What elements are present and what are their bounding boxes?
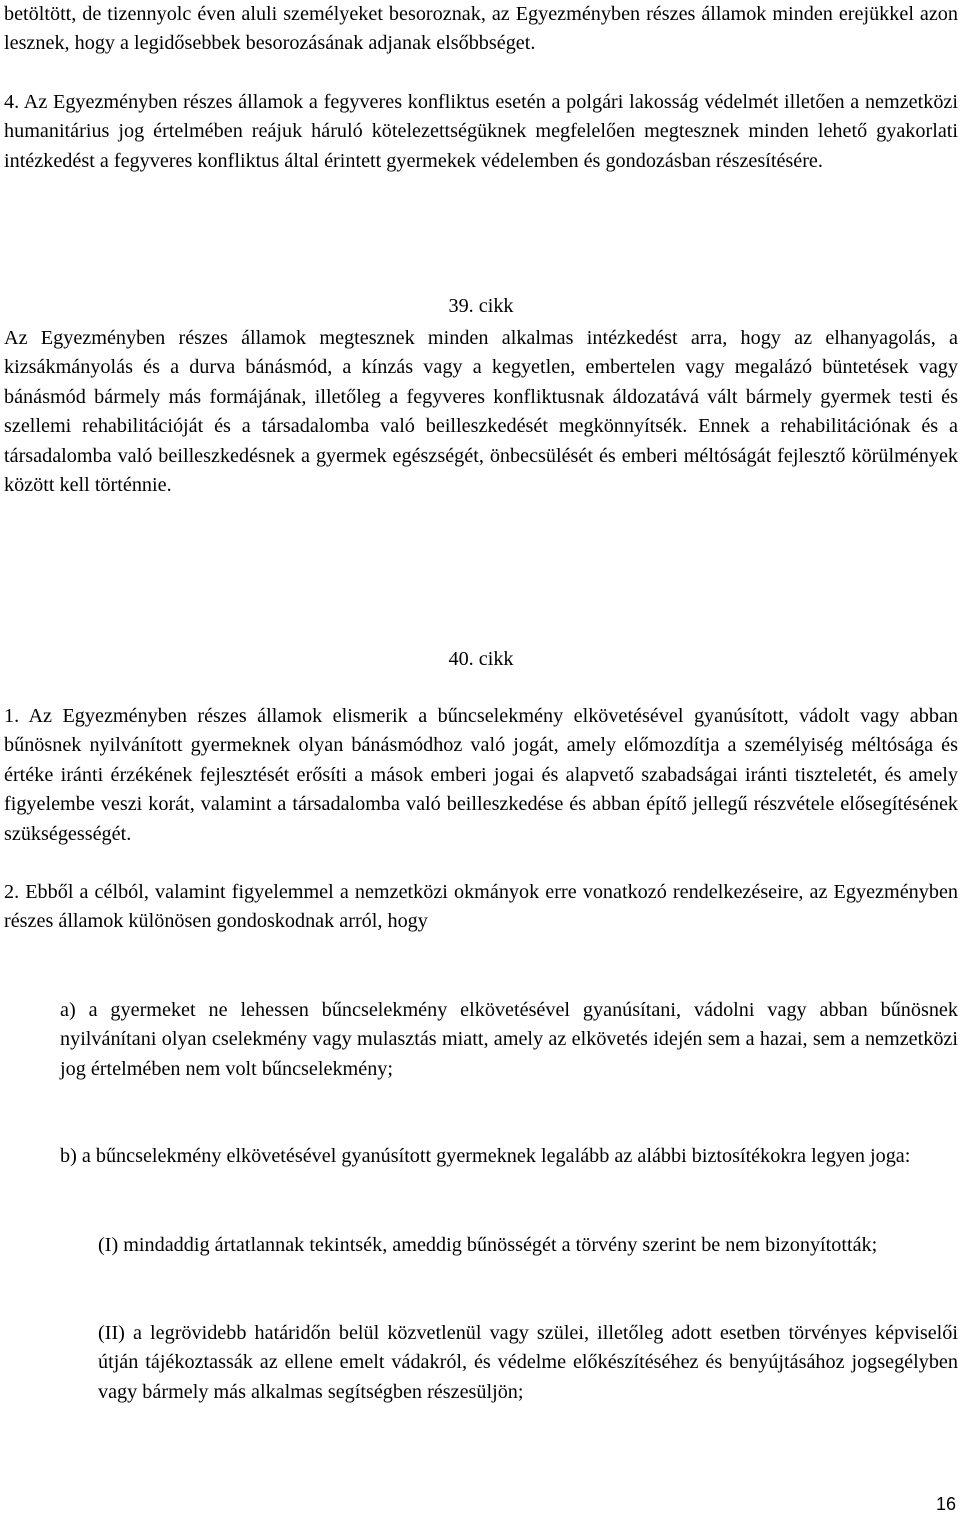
article-38-item-4: 4. Az Egyezményben részes államok a fegyveres konfliktus esetén a polgári lakosság védelmét illetően a nemzetközi humanitárius jog értelmében reájuk háruló kötelezettségüknek megfelelően megtesznek minden lehető gyakorlati intézkedést a fegyveres konfliktus által érintett gyermekek védelemben és gondozásban részesítésére. (4, 90, 958, 172)
document-page (4, 0, 958, 1403)
article-40-point-b-block (60, 1142, 958, 1171)
article-40-paragraph-1: 1. Az Egyezményben részes államok elismerik a bűncselekmény elkövetésével gyanúsított, vádolt vagy abban bűnösnek nyilvánított gyermeknek olyan bánásmódhoz való jogát, amely előmozdítja a személyiség méltósága és értéke iránti érzékének fejlesztését erősíti a mások emberi jogai és alapvető szabadságai iránti tiszteletét, és amely figyelembe veszi korát, valamint a társadalomba való beilleszkedése és abban építő jellegű részvétele elősegítésének szükségességét. (4, 705, 958, 845)
article-40-paragraph-2: 2. Ebből a célból, valamint figyelemmel a nemzetközi okmányok erre vonatkozó rendelkezéseire, az Egyezményben részes államok különösen gondoskodnak arról, hogy (4, 881, 958, 933)
article-40-point-b-I: (I) mindaddig ártatlannak tekintsék, ameddig bűnösségét a törvény szerint be nem bizonyították; (98, 1234, 878, 1256)
article-40-heading: 40. cikk (448, 648, 514, 670)
article-40-point-b-II: (II) a legrövidebb határidőn belül közvetlenül vagy szülei, illetőleg adott esetben törvényes képviselői útján tájékoztassák az ellene emelt vádakról, és védelme előkészítéséhez és benyújtásához jogsegélyben vagy bármely más alkalmas segítségben részesüljön; (98, 1322, 958, 1403)
article-40-point-a: a) a gyermeket ne lehessen bűncselekmény elkövetésével gyanúsítani, vádolni vagy abban bűnösnek nyilvánítani olyan cselekmény vagy mulasztás miatt, amely az elkövetés idején sem a hazai, sem a nemzetközi jog értelmében nem volt bűncselekmény; (60, 999, 958, 1080)
article-39-text: Az Egyezményben részes államok megtesznek minden alkalmas intézkedést arra, hogy az elhanyagolás, a kizsákmányolás és a durva bánásmód, a kínzás vagy a kegyetlen, embertelen vagy megalázó büntetések vagy bánásmód bármely más formájának, illetőleg a fegyveres konfliktusnak áldozatává vált bármely gyermek testi és szellemi rehabilitációját és a társadalomba való beilleszkedését megkönnyítsék. Ennek a rehabilitációnak és a társadalomba való beilleszkedésnek a gyermek egészségét, önbecsülését és emberi méltóságát fejlesztő körülmények között kell történnie. (4, 327, 958, 497)
continuation-paragraph: betöltött, de tizennyolc éven aluli személyeket besoroznak, az Egyezményben részes államok minden erejükkel azon lesznek, hogy a legidősebbek besorozásának adjanak elsőbbséget. (4, 3, 958, 55)
article-40-body (4, 702, 958, 937)
article-40-point-a-block (60, 996, 958, 1084)
article-40-point-b-II-block (98, 1319, 958, 1407)
article-39-heading: 39. cikk (448, 295, 514, 317)
article-40-point-b: b) a bűncselekmény elkövetésével gyanúsított gyermeknek legalább az alábbi biztosítékokra legyen joga: (60, 1145, 911, 1167)
article-39-body (4, 324, 958, 500)
article-40-point-b-I-block (98, 1231, 958, 1260)
page-number: 16 (935, 1494, 956, 1514)
